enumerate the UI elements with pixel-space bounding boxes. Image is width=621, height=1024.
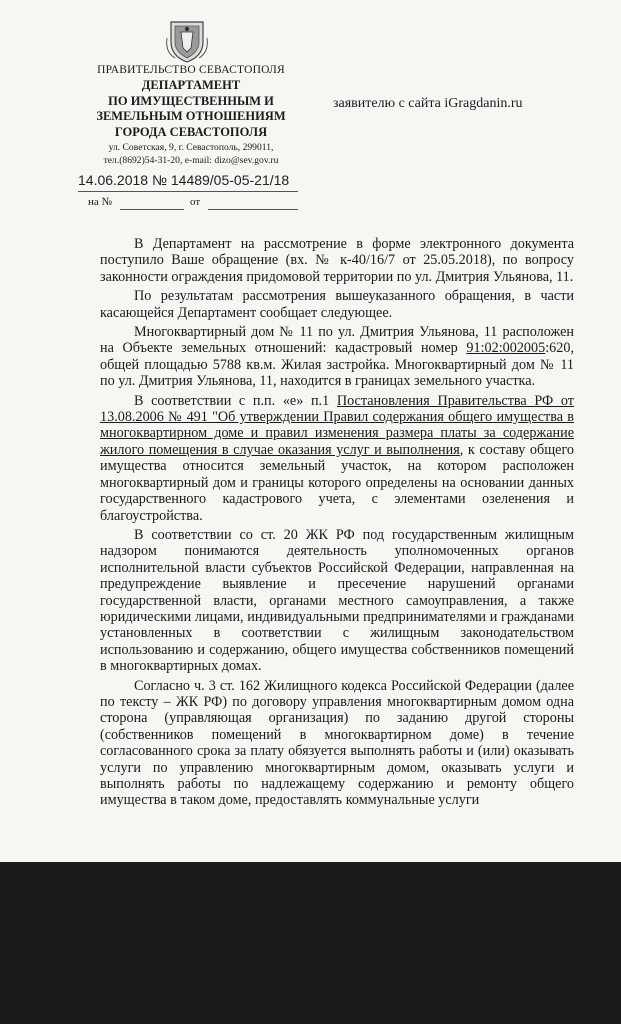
reply-date-blank — [208, 209, 298, 210]
reply-to-number-label: на № — [88, 196, 113, 208]
paragraph-text: В соответствии с п.п. «е» п.1 — [134, 392, 337, 409]
department-line: ЗЕМЕЛЬНЫМ ОТНОШЕНИЯМ — [96, 109, 286, 124]
reply-number-blank — [120, 209, 184, 210]
paragraph-text: Многоквартирный дом № 11 по ул. Дмитрия Ульянова, 11 расположен на Объекте земельных отношений: кадастровый номер — [100, 324, 574, 357]
paragraph: Согласно ч. 3 ст. 162 Жилищного кодекса Российской Федерации (далее по тексту – ЖК РФ) по договору управления многоквартирным домом одна сторона (управляющая организация) по заданию другой стороны (собственников помещений в многоквартирном доме) в течение согласованного срока за плату обязуется выполнять работы и (или) оказывать услуги по управлению многоквартирным домом, оказывать услуги и выполнять работы по надлежащему содержанию и ремонту общего имущества в таком доме, предоставлять коммунальные услуги — [100, 677, 574, 809]
department-name — [78, 78, 304, 140]
address-line: тел.(8692)54-31-20, e-mail: dizo@sev.gov.ru — [103, 155, 279, 166]
department-line: ГОРОДА СЕВАСТОПОЛЯ — [114, 124, 268, 139]
government-name: ПРАВИТЕЛЬСТВО СЕВАСТОПОЛЯ — [97, 64, 285, 76]
regulation-link: Постановления Правительства РФ от 13.08.2006 № 491 "Об утверждении Правил содержания общего имущества в многоквартирном доме и правил изменения размера платы за содержание жилого помещения в случае оказания услуг и выполнения — [100, 392, 574, 458]
paragraph — [100, 324, 574, 390]
department-line: ПО ИМУЩЕСТВЕННЫМ И — [108, 93, 274, 108]
paragraph: По результатам рассмотрения вышеуказанного обращения, в части касающейся Департамент сообщает следующее. — [100, 288, 574, 321]
department-address — [78, 141, 304, 167]
address-line: ул. Советская, 9, г. Севастополь, 299011, — [108, 142, 274, 153]
paragraph: В соответствии со ст. 20 ЖК РФ под государственным жилищным надзором понимаются деятельность уполномоченных органов исполнительной власти субъектов Российской Федерации, направленная на предупреждение выявление и пресечение нарушений органами государственной власти, органами местного самоуправления, а также юридическими лицами, индивидуальными предпринимателями и гражданами установленных в соответствии с жилищным законодательством использованию и содержанию, общего имущества собственников помещений в многоквартирных домах. — [100, 526, 574, 675]
recipient: заявителю с сайта iGragdanin.ru — [333, 96, 523, 111]
cadastral-number: 91:02:002005 — [466, 340, 546, 357]
scan-background — [0, 862, 621, 1024]
reply-to-date-label: от — [190, 196, 201, 208]
registration-underline — [78, 191, 298, 192]
paragraph-text: :620, общей площадью 5788 кв.м. Жилая застройка. Многоквартирный дом № 11 по ул. Дмитрия Ульянова, 11, находится в границах земельного участка. — [100, 340, 574, 390]
letter-body — [100, 236, 574, 812]
coat-of-arms-icon — [165, 18, 209, 64]
registration-number: 14.06.2018 № 14489/05-05-21/18 — [78, 172, 290, 188]
department-line: ДЕПАРТАМЕНТ — [141, 78, 241, 92]
paragraph — [100, 393, 574, 524]
paragraph-text: , к составу общего имущества относится земельный участок, на котором расположен многоквартирный дом и границы которого определены на основании данных государственного кадастрового учета, с элементами озеленения и благоустройства. — [100, 441, 575, 524]
paragraph: В Департамент на рассмотрение в форме электронного документа поступило Ваше обращение (вх. № к-40/16/7 от 25.05.2018), по вопросу законности ограждения придомовой территории по ул. Дмитрия Ульянова, 11. — [100, 236, 574, 285]
